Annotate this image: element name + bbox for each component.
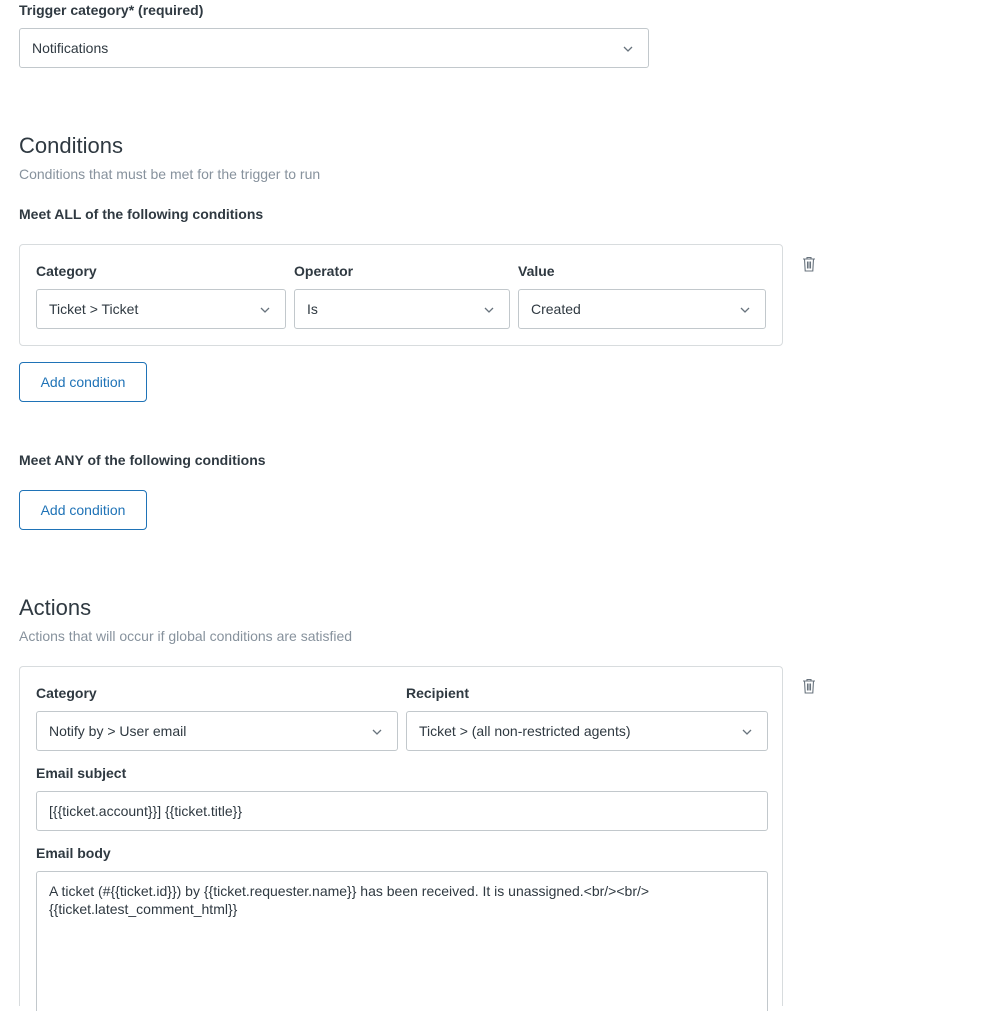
condition-operator-select[interactable]	[294, 289, 510, 329]
action-recipient-label: Recipient	[406, 685, 470, 701]
email-body-value: A ticket (#{{ticket.id}}) by {{ticket.requester.name}} has been received. It is unassigned.<br/><br/> {{ticket.latest_comment_html}}	[49, 883, 650, 917]
actions-title: Actions	[19, 595, 92, 620]
condition-panel	[19, 244, 783, 346]
action-category-value: Notify by > User email	[49, 723, 187, 739]
chevron-down-icon	[483, 304, 495, 316]
condition-category-header: Category	[36, 263, 97, 279]
chevron-down-icon	[739, 304, 751, 316]
action-recipient-select[interactable]	[406, 711, 768, 751]
condition-category-select[interactable]	[36, 289, 286, 329]
condition-operator-header: Operator	[294, 263, 354, 279]
email-subject-input[interactable]	[36, 791, 768, 831]
email-body-textarea[interactable]	[36, 871, 768, 1011]
condition-value-value: Created	[531, 301, 581, 317]
trash-icon[interactable]	[802, 256, 816, 272]
chevron-down-icon	[622, 43, 634, 55]
action-category-select[interactable]	[36, 711, 398, 751]
actions-subtitle: Actions that will occur if global conditions are satisfied	[19, 628, 353, 644]
condition-operator-value: Is	[307, 301, 318, 317]
condition-value-header: Value	[518, 263, 555, 279]
trash-icon[interactable]	[802, 678, 816, 694]
condition-category-value: Ticket > Ticket	[49, 301, 139, 317]
action-category-label: Category	[36, 685, 97, 701]
email-subject-label: Email subject	[36, 765, 127, 781]
trigger-category-value: Notifications	[32, 40, 109, 56]
meet-all-label: Meet ALL of the following conditions	[19, 206, 264, 222]
trigger-category-label: Trigger category* (required)	[19, 2, 204, 18]
condition-value-select[interactable]	[518, 289, 766, 329]
add-all-condition-button[interactable]: Add condition	[19, 362, 147, 402]
action-panel	[19, 666, 783, 1006]
chevron-down-icon	[259, 304, 271, 316]
conditions-subtitle: Conditions that must be met for the trigger to run	[19, 166, 321, 182]
action-recipient-value: Ticket > (all non-restricted agents)	[419, 723, 631, 739]
chevron-down-icon	[371, 726, 383, 738]
meet-any-label: Meet ANY of the following conditions	[19, 452, 266, 468]
email-subject-value: [{{ticket.account}}] {{ticket.title}}	[49, 803, 243, 819]
chevron-down-icon	[741, 726, 753, 738]
add-any-condition-button[interactable]: Add condition	[19, 490, 147, 530]
trigger-category-select[interactable]	[19, 28, 649, 68]
conditions-title: Conditions	[19, 133, 123, 158]
email-body-label: Email body	[36, 845, 111, 861]
